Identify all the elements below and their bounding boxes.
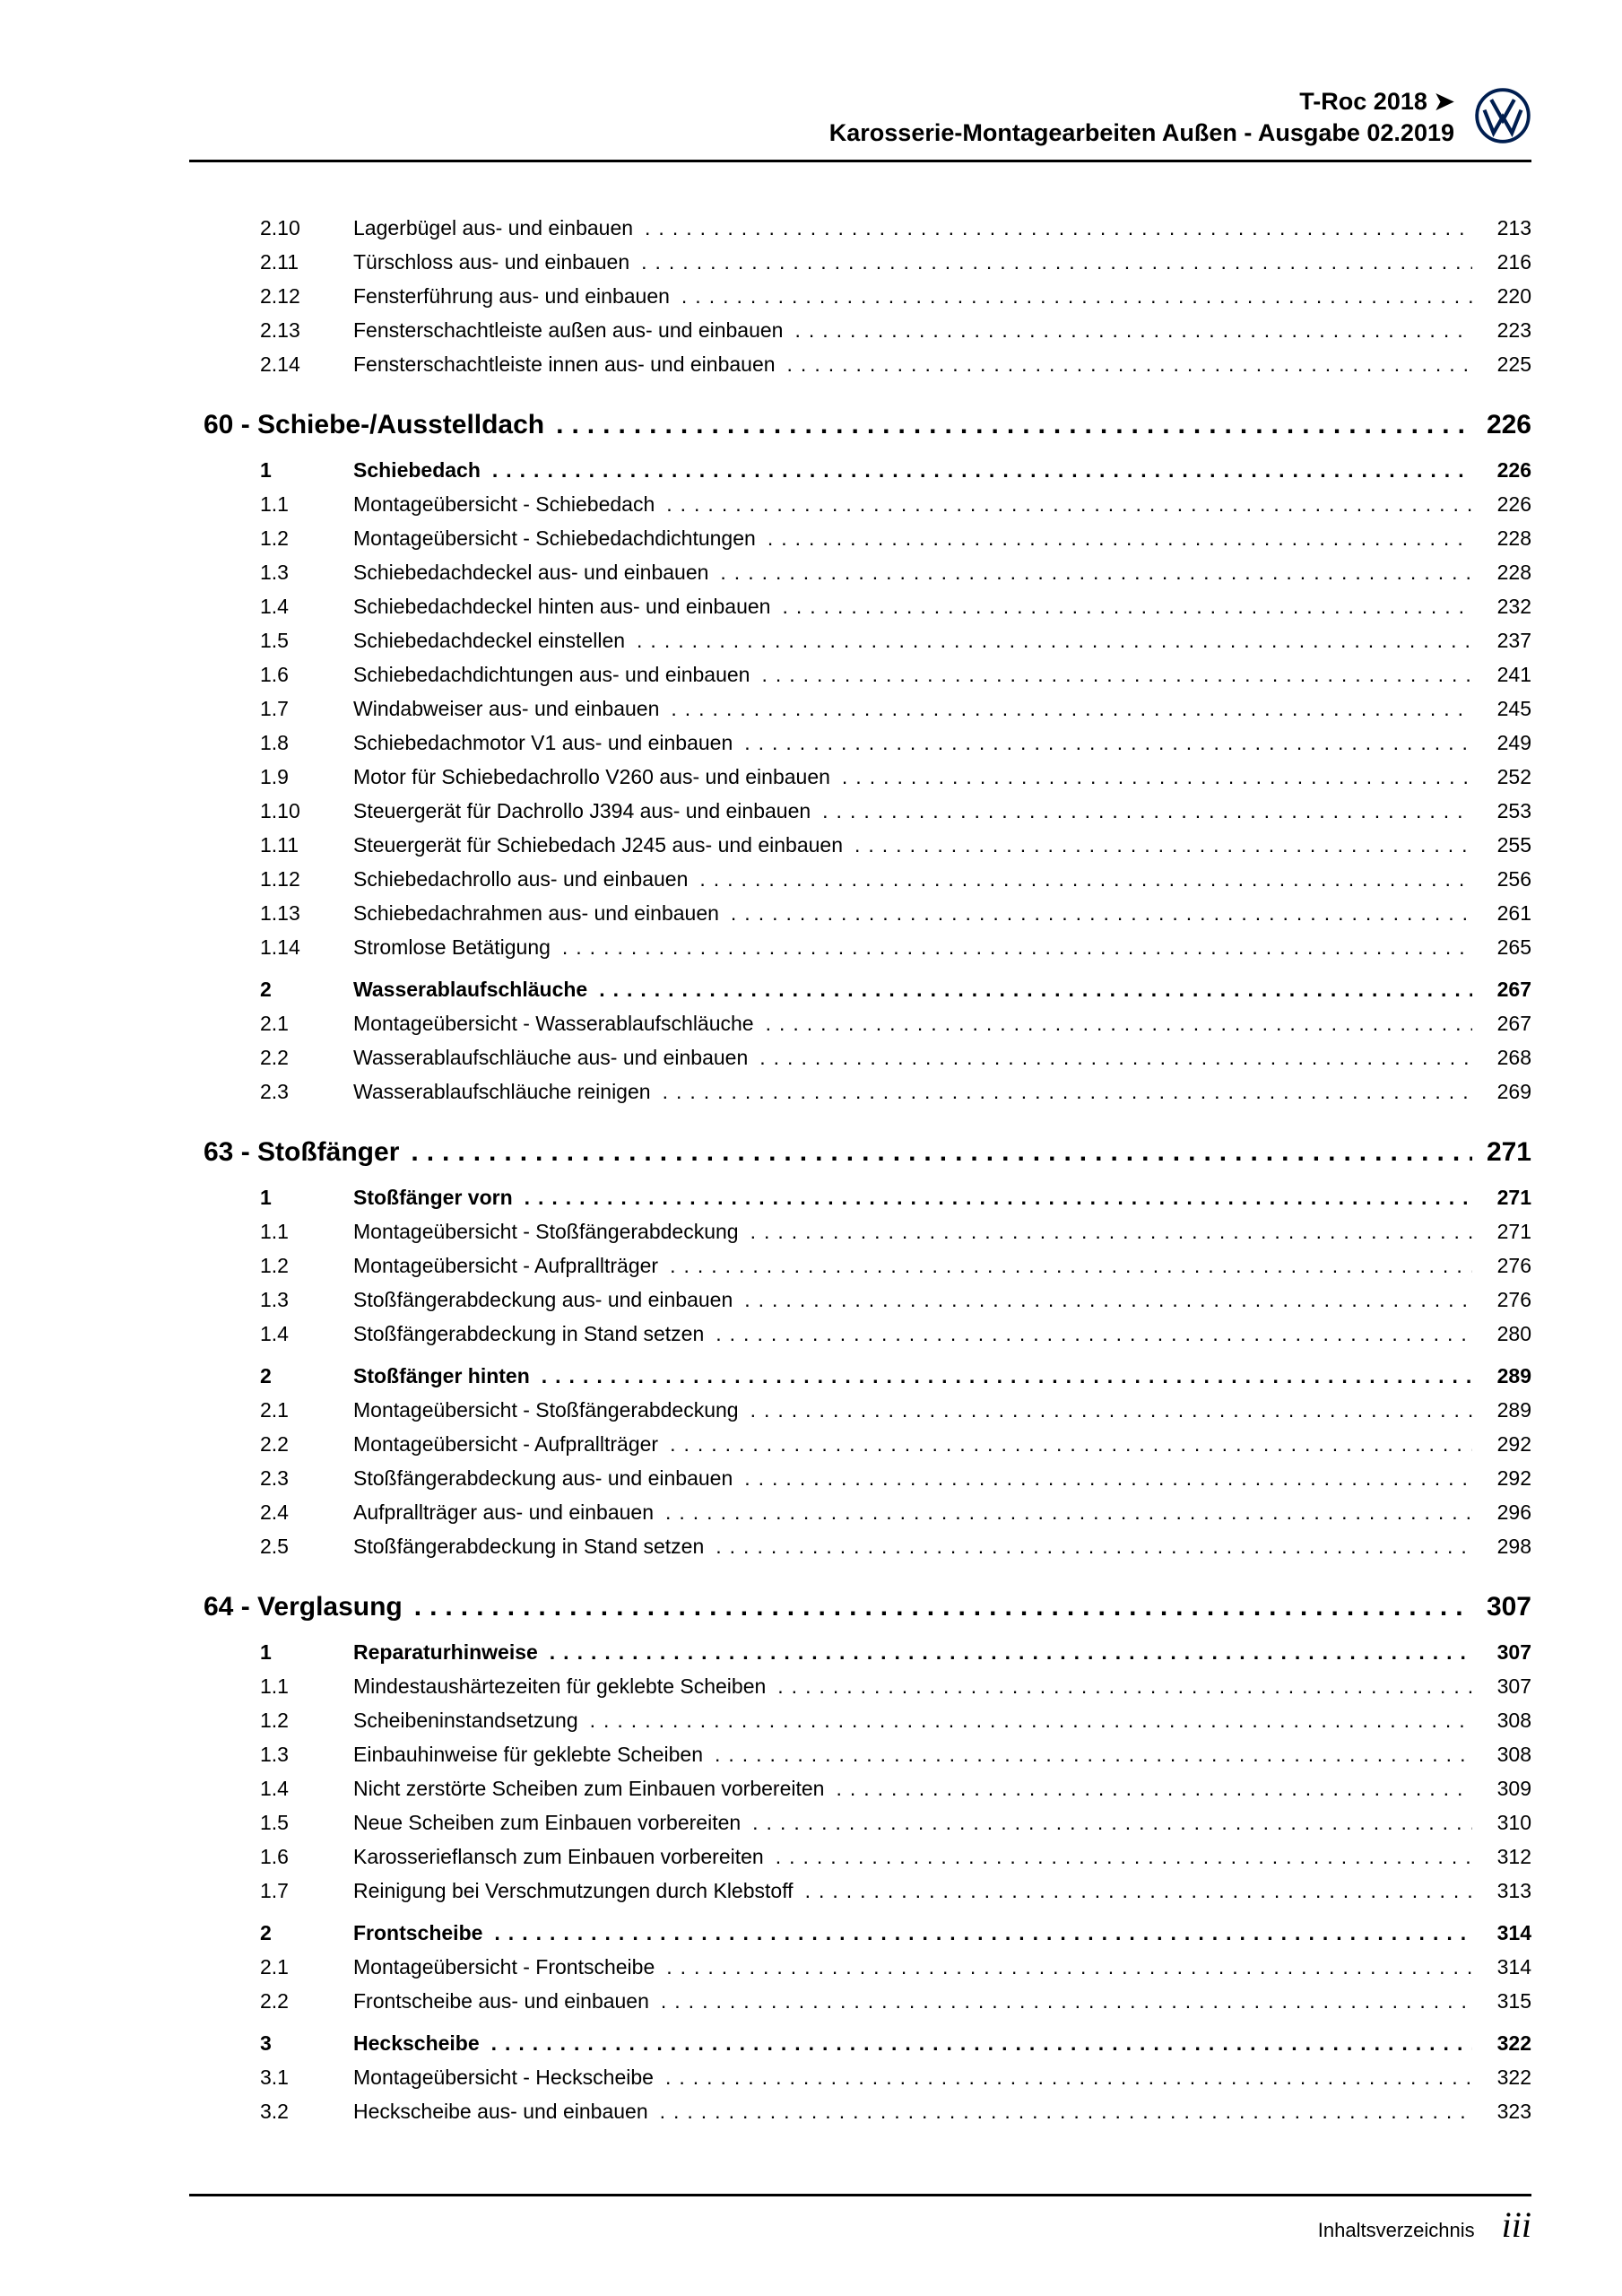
entry-title: Schiebedach xyxy=(353,458,481,482)
entry-title: Schiebedachdeckel einstellen xyxy=(353,629,626,652)
entry-number: 1.2 xyxy=(260,1254,289,1277)
dot-leader xyxy=(645,211,1472,245)
entry-page-number: 307 xyxy=(1496,1674,1531,1698)
toc-entry-row xyxy=(260,1074,1531,1109)
entry-page-number: 241 xyxy=(1496,663,1531,686)
dot-leader xyxy=(716,1317,1472,1351)
entry-page-number: 249 xyxy=(1496,731,1531,754)
toc-entry-row xyxy=(260,555,1531,589)
page-header xyxy=(189,86,1531,149)
entry-number: 1 xyxy=(260,1186,272,1209)
entry-title: Fensterschachtleiste außen aus- und einbauen xyxy=(353,318,784,342)
entry-number: 1.5 xyxy=(260,1811,289,1834)
toc-entry-row xyxy=(260,657,1531,691)
chapter-label: 63 - Stoßfänger xyxy=(204,1137,400,1167)
toc-entry-row xyxy=(260,1040,1531,1074)
entry-title: Fensterschachtleiste innen aus- und einbauen xyxy=(353,352,776,376)
entry-title: Neue Scheiben zum Einbauen vorbereiten xyxy=(353,1811,742,1834)
chapter-label: 64 - Verglasung xyxy=(204,1592,403,1622)
entry-page-number: 223 xyxy=(1496,318,1531,342)
toc-entry-row xyxy=(260,589,1531,623)
entry-number: 2.1 xyxy=(260,1398,289,1422)
entry-page-number: 314 xyxy=(1496,1921,1531,1944)
entry-title: Frontscheibe xyxy=(353,1921,483,1944)
entry-page-number: 322 xyxy=(1496,2066,1531,2089)
toc-chapter-row xyxy=(204,406,1531,444)
entry-number: 1.11 xyxy=(260,833,299,857)
entry-page-number: 289 xyxy=(1496,1364,1531,1387)
entry-title: Mindestaushärtezeiten für geklebte Scheiben xyxy=(353,1674,767,1698)
entry-number: 1 xyxy=(260,458,272,482)
dot-leader xyxy=(661,1984,1472,2018)
entry-page-number: 252 xyxy=(1496,765,1531,788)
dot-leader xyxy=(414,1588,1472,1626)
dot-leader xyxy=(716,1529,1472,1563)
dot-leader xyxy=(777,1669,1472,1703)
entry-title: Nicht zerstörte Scheiben zum Einbauen vorbereiten xyxy=(353,1777,825,1800)
entry-page-number: 322 xyxy=(1496,2031,1531,2055)
entry-title: Schiebedachdeckel aus- und einbauen xyxy=(353,561,709,584)
entry-page-number: 232 xyxy=(1496,595,1531,618)
toc-entry-row xyxy=(260,1495,1531,1529)
dot-leader xyxy=(794,313,1472,347)
dot-leader xyxy=(715,1737,1472,1771)
entry-title: Montageübersicht - Aufprallträger xyxy=(353,1254,659,1277)
entry-page-number: 280 xyxy=(1496,1322,1531,1345)
toc-entry-row xyxy=(260,1359,1531,1393)
entry-number: 2.1 xyxy=(260,1955,289,1979)
entry-title: Schiebedachrahmen aus- und einbauen xyxy=(353,901,719,925)
toc-entry-row xyxy=(260,2026,1531,2060)
entry-number: 1.6 xyxy=(260,663,289,686)
toc-entry-row xyxy=(260,1006,1531,1040)
entry-page-number: 237 xyxy=(1496,629,1531,652)
dot-leader xyxy=(805,1874,1472,1908)
toc-entry-row xyxy=(260,930,1531,964)
entry-number: 1.3 xyxy=(260,561,289,584)
toc-entry-row xyxy=(260,211,1531,245)
chapter-label: 60 - Schiebe-/Ausstelldach xyxy=(204,410,545,439)
entry-title: Schiebedachdichtungen aus- und einbauen xyxy=(353,663,750,686)
entry-number: 1.10 xyxy=(260,799,300,822)
entry-title: Stoßfängerabdeckung aus- und einbauen xyxy=(353,1466,733,1490)
entry-title: Karosserieflansch zum Einbauen vorbereiten xyxy=(353,1845,764,1868)
toc-entry-row xyxy=(260,1950,1531,1984)
entry-number: 1.5 xyxy=(260,629,289,652)
dot-leader xyxy=(562,930,1472,964)
footer-page-number: iii xyxy=(1501,2205,1531,2245)
entry-page-number: 271 xyxy=(1496,1220,1531,1243)
entry-number: 1.4 xyxy=(260,1322,289,1345)
dot-leader xyxy=(744,1461,1472,1495)
entry-number: 1.6 xyxy=(260,1845,289,1868)
dot-leader xyxy=(666,1950,1472,1984)
dot-leader xyxy=(699,862,1472,896)
entry-title: Reparaturhinweise xyxy=(353,1640,538,1664)
entry-page-number: 268 xyxy=(1496,1046,1531,1069)
entry-number: 1.12 xyxy=(260,867,300,891)
entry-number: 1.14 xyxy=(260,935,300,959)
entry-title: Wasserablaufschläuche xyxy=(353,978,588,1001)
dot-leader xyxy=(766,1006,1472,1040)
entry-page-number: 228 xyxy=(1496,561,1531,584)
entry-page-number: 245 xyxy=(1496,697,1531,720)
entry-page-number: 265 xyxy=(1496,935,1531,959)
entry-title: Heckscheibe aus- und einbauen xyxy=(353,2100,648,2123)
entry-title: Schiebedachdeckel hinten aus- und einbauen xyxy=(353,595,771,618)
dot-leader xyxy=(641,245,1472,279)
dot-leader xyxy=(637,623,1472,657)
toc-entry-row xyxy=(260,2060,1531,2094)
entry-number: 2.2 xyxy=(260,1046,289,1069)
entry-number: 2.1 xyxy=(260,1012,289,1035)
toc-entry-row xyxy=(260,1180,1531,1214)
entry-page-number: 213 xyxy=(1496,216,1531,239)
entry-page-number: 267 xyxy=(1496,978,1531,1001)
entry-number: 3 xyxy=(260,2031,272,2055)
toc-entry-row xyxy=(260,279,1531,313)
dot-leader xyxy=(744,1283,1472,1317)
entry-page-number: 307 xyxy=(1496,1640,1531,1664)
entry-title: Montageübersicht - Wasserablaufschläuche xyxy=(353,1012,754,1035)
dot-leader xyxy=(494,1916,1472,1950)
entry-page-number: 313 xyxy=(1496,1879,1531,1902)
entry-number: 1.9 xyxy=(260,765,289,788)
entry-title: Steuergerät für Schiebedach J245 aus- und einbauen xyxy=(353,833,844,857)
dot-leader xyxy=(761,657,1472,691)
entry-title: Montageübersicht - Stoßfängerabdeckung xyxy=(353,1398,739,1422)
dot-leader xyxy=(782,589,1472,623)
toc-entry-row xyxy=(260,1737,1531,1771)
entry-number: 2.2 xyxy=(260,1989,289,2013)
toc-entry-row xyxy=(260,2094,1531,2128)
toc-entry-row xyxy=(260,1461,1531,1495)
entry-title: Schiebedachmotor V1 aus- und einbauen xyxy=(353,731,733,754)
entry-number: 1.8 xyxy=(260,731,289,754)
toc-entry-row xyxy=(260,1529,1531,1563)
toc-entry-row xyxy=(260,862,1531,896)
entry-number: 2 xyxy=(260,978,272,1001)
toc-entry-row xyxy=(260,726,1531,760)
entry-page-number: 312 xyxy=(1496,1845,1531,1868)
entry-page-number: 267 xyxy=(1496,1012,1531,1035)
entry-page-number: 289 xyxy=(1496,1398,1531,1422)
toc-entry-row xyxy=(260,453,1531,487)
entry-number: 2.3 xyxy=(260,1466,289,1490)
entry-title: Montageübersicht - Aufprallträger xyxy=(353,1432,659,1456)
toc-entry-row xyxy=(260,1805,1531,1839)
footer-label: Inhaltsverzeichnis xyxy=(1317,2219,1475,2241)
toc-entry-row xyxy=(260,1283,1531,1317)
entry-number: 2.4 xyxy=(260,1500,289,1524)
toc-chapter-row xyxy=(204,1588,1531,1626)
entry-page-number: 228 xyxy=(1496,526,1531,550)
document-title: Karosserie-Montagearbeiten Außen - Ausgabe 02.2019 xyxy=(828,119,1454,146)
toc-entry-row xyxy=(260,896,1531,930)
vw-logo-icon xyxy=(1474,87,1531,149)
toc-entry-row xyxy=(260,487,1531,521)
toc-entry-row xyxy=(260,1703,1531,1737)
entry-number: 1.4 xyxy=(260,1777,289,1800)
entry-title: Wasserablaufschläuche reinigen xyxy=(353,1080,651,1103)
page-footer xyxy=(189,2194,1531,2243)
dot-leader xyxy=(542,1359,1472,1393)
toc-entry-row xyxy=(260,1214,1531,1248)
chapter-page-number: 307 xyxy=(1486,1592,1531,1622)
dot-leader xyxy=(787,347,1472,381)
dot-leader xyxy=(731,896,1472,930)
entry-title: Schiebedachrollo aus- und einbauen xyxy=(353,867,689,891)
entry-number: 2.5 xyxy=(260,1535,289,1558)
entry-title: Scheibeninstandsetzung xyxy=(353,1709,578,1732)
header-divider xyxy=(189,160,1531,162)
entry-title: Stoßfängerabdeckung in Stand setzen xyxy=(353,1322,705,1345)
dot-leader xyxy=(590,1703,1472,1737)
dot-leader xyxy=(550,1635,1472,1669)
entry-page-number: 226 xyxy=(1496,492,1531,516)
entry-page-number: 225 xyxy=(1496,352,1531,376)
dot-leader xyxy=(671,691,1472,726)
entry-number: 3.1 xyxy=(260,2066,289,2089)
toc-entry-row xyxy=(260,1669,1531,1703)
toc-entry-row xyxy=(260,521,1531,555)
entry-number: 2.2 xyxy=(260,1432,289,1456)
toc-entry-row xyxy=(260,623,1531,657)
dot-leader xyxy=(842,760,1472,794)
entry-title: Steuergerät für Dachrollo J394 aus- und einbauen xyxy=(353,799,811,822)
dot-leader xyxy=(768,521,1472,555)
toc-entry-row xyxy=(260,760,1531,794)
entry-title: Reinigung bei Verschmutzungen durch Klebstoff xyxy=(353,1879,794,1902)
entry-page-number: 308 xyxy=(1496,1709,1531,1732)
entry-number: 2.13 xyxy=(260,318,300,342)
entry-number: 2.3 xyxy=(260,1080,289,1103)
table-of-contents xyxy=(189,211,1531,2128)
toc-entry-row xyxy=(260,1984,1531,2018)
entry-title: Windabweiser aus- und einbauen xyxy=(353,697,660,720)
dot-leader xyxy=(492,453,1472,487)
entry-page-number: 220 xyxy=(1496,284,1531,308)
entry-number: 1.13 xyxy=(260,901,300,925)
toc-entry-row xyxy=(260,1916,1531,1950)
entry-page-number: 271 xyxy=(1496,1186,1531,1209)
entry-number: 2.11 xyxy=(260,250,299,274)
toc-entry-row xyxy=(260,1393,1531,1427)
dot-leader xyxy=(660,2094,1472,2128)
entry-page-number: 298 xyxy=(1496,1535,1531,1558)
entry-number: 2 xyxy=(260,1364,272,1387)
entry-title: Stoßfänger hinten xyxy=(353,1364,530,1387)
dot-leader xyxy=(750,1393,1472,1427)
dot-leader xyxy=(752,1805,1472,1839)
entry-page-number: 323 xyxy=(1496,2100,1531,2123)
toc-entry-row xyxy=(260,1874,1531,1908)
toc-entry-row xyxy=(260,1839,1531,1874)
entry-number: 1.2 xyxy=(260,1709,289,1732)
toc-entry-row xyxy=(260,972,1531,1006)
dot-leader xyxy=(836,1771,1472,1805)
dot-leader xyxy=(681,279,1472,313)
entry-number: 1.3 xyxy=(260,1743,289,1766)
dot-leader xyxy=(663,1074,1472,1109)
chapter-page-number: 226 xyxy=(1486,410,1531,439)
entry-page-number: 296 xyxy=(1496,1500,1531,1524)
entry-page-number: 308 xyxy=(1496,1743,1531,1766)
toc-entry-row xyxy=(260,1317,1531,1351)
entry-page-number: 276 xyxy=(1496,1254,1531,1277)
dot-leader xyxy=(666,487,1472,521)
header-text xyxy=(829,86,1454,149)
toc-chapter-row xyxy=(204,1134,1531,1171)
entry-page-number: 309 xyxy=(1496,1777,1531,1800)
entry-page-number: 256 xyxy=(1496,867,1531,891)
entry-number: 2.10 xyxy=(260,216,300,239)
toc-entry-row xyxy=(260,691,1531,726)
toc-entry-row xyxy=(260,1771,1531,1805)
entry-number: 2.12 xyxy=(260,284,300,308)
entry-title: Einbauhinweise für geklebte Scheiben xyxy=(353,1743,703,1766)
vehicle-model: T-Roc 2018 ➤ xyxy=(1299,88,1454,115)
entry-title: Stoßfänger vorn xyxy=(353,1186,513,1209)
entry-title: Montageübersicht - Frontscheibe xyxy=(353,1955,655,1979)
entry-number: 1.1 xyxy=(260,1674,289,1698)
entry-title: Stoßfängerabdeckung aus- und einbauen xyxy=(353,1288,733,1311)
entry-title: Motor für Schiebedachrollo V260 aus- und einbauen xyxy=(353,765,830,788)
dot-leader xyxy=(744,726,1472,760)
entry-page-number: 292 xyxy=(1496,1432,1531,1456)
entry-page-number: 253 xyxy=(1496,799,1531,822)
dot-leader xyxy=(759,1040,1472,1074)
dot-leader xyxy=(750,1214,1472,1248)
dot-leader xyxy=(599,972,1472,1006)
entry-title: Heckscheibe xyxy=(353,2031,480,2055)
entry-page-number: 226 xyxy=(1496,458,1531,482)
toc-entry-row xyxy=(260,245,1531,279)
entry-number: 2.14 xyxy=(260,352,300,376)
toc-entry-row xyxy=(260,313,1531,347)
entry-title: Montageübersicht - Schiebedach xyxy=(353,492,655,516)
entry-title: Türschloss aus- und einbauen xyxy=(353,250,630,274)
entry-title: Stromlose Betätigung xyxy=(353,935,551,959)
toc-entry-row xyxy=(260,1427,1531,1461)
dot-leader xyxy=(776,1839,1472,1874)
entry-page-number: 310 xyxy=(1496,1811,1531,1834)
dot-leader xyxy=(854,828,1472,862)
entry-title: Fensterführung aus- und einbauen xyxy=(353,284,670,308)
toc-entry-row xyxy=(260,794,1531,828)
entry-number: 1 xyxy=(260,1640,272,1664)
entry-title: Aufprallträger aus- und einbauen xyxy=(353,1500,655,1524)
entry-number: 1.4 xyxy=(260,595,289,618)
entry-number: 1.1 xyxy=(260,1220,289,1243)
entry-number: 3.2 xyxy=(260,2100,289,2123)
entry-page-number: 292 xyxy=(1496,1466,1531,1490)
chapter-page-number: 271 xyxy=(1486,1137,1531,1167)
entry-number: 1.3 xyxy=(260,1288,289,1311)
toc-entry-row xyxy=(260,347,1531,381)
entry-page-number: 216 xyxy=(1496,250,1531,274)
dot-leader xyxy=(556,406,1472,444)
entry-title: Wasserablaufschläuche aus- und einbauen xyxy=(353,1046,749,1069)
dot-leader xyxy=(665,2060,1472,2094)
dot-leader xyxy=(491,2026,1472,2060)
dot-leader xyxy=(665,1495,1472,1529)
entry-page-number: 255 xyxy=(1496,833,1531,857)
dot-leader xyxy=(525,1180,1472,1214)
dot-leader xyxy=(411,1134,1472,1171)
entry-number: 1.2 xyxy=(260,526,289,550)
toc-entry-row xyxy=(260,1248,1531,1283)
entry-number: 2 xyxy=(260,1921,272,1944)
toc-entry-row xyxy=(260,828,1531,862)
entry-title: Montageübersicht - Schiebedachdichtungen xyxy=(353,526,756,550)
entry-title: Stoßfängerabdeckung in Stand setzen xyxy=(353,1535,705,1558)
entry-number: 1.7 xyxy=(260,1879,289,1902)
entry-page-number: 315 xyxy=(1496,1989,1531,2013)
dot-leader xyxy=(670,1427,1472,1461)
entry-number: 1.7 xyxy=(260,697,289,720)
entry-page-number: 261 xyxy=(1496,901,1531,925)
entry-title: Frontscheibe aus- und einbauen xyxy=(353,1989,649,2013)
entry-title: Montageübersicht - Heckscheibe xyxy=(353,2066,654,2089)
entry-page-number: 269 xyxy=(1496,1080,1531,1103)
dot-leader xyxy=(670,1248,1472,1283)
entry-page-number: 276 xyxy=(1496,1288,1531,1311)
entry-page-number: 314 xyxy=(1496,1955,1531,1979)
entry-title: Lagerbügel aus- und einbauen xyxy=(353,216,634,239)
dot-leader xyxy=(720,555,1472,589)
toc-entry-row xyxy=(260,1635,1531,1669)
entry-number: 1.1 xyxy=(260,492,289,516)
dot-leader xyxy=(822,794,1472,828)
entry-title: Montageübersicht - Stoßfängerabdeckung xyxy=(353,1220,739,1243)
